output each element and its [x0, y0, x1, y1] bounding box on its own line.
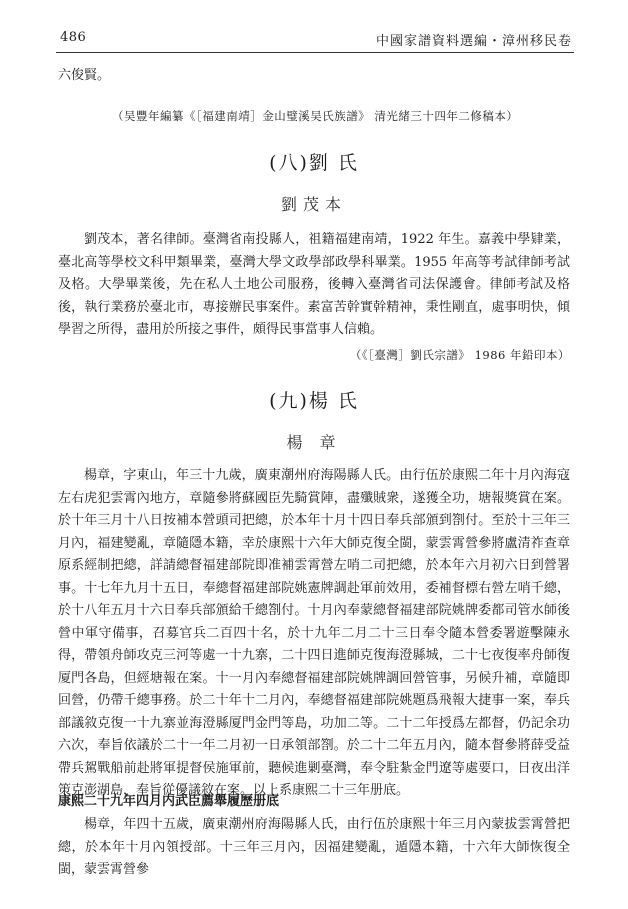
header-divider — [56, 52, 574, 53]
page-number: 486 — [60, 30, 87, 45]
lead-text: 六俊賢。 — [58, 68, 111, 83]
section-heading-yang: (九)楊 氏 — [269, 390, 359, 412]
biography-paragraph-yang: 楊章，字東山，年三十九歲，廣東潮州府海陽縣人氏。由行伍於康熙二年十月內海寇左右虎犯雲霄內地方，章隨參將蘇國臣先騎賞陣，盡殲賊衆，遂獲全功，塘報獎賞在案。於十年三月十八日按補本營頭司把總，於本年十月十四日奉兵部頒到劄付。至於十三年三月內，福建變亂，章隨隱本籍，幸於康熙十六年大師克復全閩，蒙雲霄營參將盧清祚查章原系經制把總，詳請總督福建部院即准補雲霄營左哨二司把總，於本年六月初六日到營署事。十七年九月十五日，奉總督福建部院姚憲牌調赴軍前效用，委補督標右營左哨千總，於十八年五月十六日奉兵部頒給千總劄付。十月內奉蒙總督福建部院姚牌委都司管水師後營中軍守備事，召募官兵二百四十名，於十九年二月二十三日奉令隨本營委署遊擊陳永得，帶領舟師攻克三河等處一十九寨，二十四日進師克復海澄縣城，二十七夜復率舟師復厦門各島，但經塘報在案。十一月內奉總督福建部院姚牌調回營管事，另候升補，章隨即回營，仍帶千總事務。於二十年十二月內，奉總督福建部院姚題爲飛報大捷事一案，奉兵部議敘克復一十九寨並海澄縣厦門金門等島，功加二等。二十二年授爲左都督，仍記余功六次，奉旨依議於二十一年二月初一日承領部劄。於二十二年五月內，隨本督參將薛受益帶兵駕戰船前赴將軍提督侯施軍前，聽候進剿臺灣，奉令駐紮金門遼等處要口，日夜出洋策克澎湖島，奉旨從優議敘在案。以上系康熙二十三年册底。 — [58, 468, 570, 798]
subsection-paragraph: 楊章，年四十五歲，廣東潮州府海陽縣人氏，由行伍於康熙十年三月內蒙拔雲霄營把總，於本年十月內領授部。十三年三月內，因福建變亂，遁隱本籍，十六年大師恢復全閩，蒙雲霄營參 — [58, 817, 570, 877]
person-name-liu: 劉茂本 — [280, 195, 347, 214]
source-citation-1: （吴豐年編纂《［福建南靖］金山璧溪吴氏族譜》 清光緒三十四年二修稿本） — [112, 109, 519, 123]
biography-paragraph-liu: 劉茂本，著名律師。臺灣省南投縣人，祖籍福建南靖，1922 年生。嘉義中學肄業，臺北高等學校文科甲類畢業，臺灣大學文政學部政學科畢業。1955 年高等考試律師考試及格。大學畢業後，先在私人土地公司服務，後轉入臺灣省司法保護會。律師考試及格後，執行業務於臺北市，專接辦民事案件。素富苦幹實幹精神，秉性剛直，處事明快，傾學習之所得，盡用於所接之事件，頗得民事當事人信賴。 — [58, 232, 570, 337]
person-name-yang: 楊 章 — [286, 433, 342, 452]
book-title: 中國家譜資料選編・漳州移民卷 — [375, 34, 572, 49]
source-citation-2: （《［臺灣］劉氏宗譜》 1986 年鉛印本） — [349, 348, 570, 362]
subsection-heading: 康熙二十九年四月内武臣薦舉履歷册底 — [58, 794, 280, 809]
section-heading-liu: (八)劉 氏 — [269, 152, 359, 174]
